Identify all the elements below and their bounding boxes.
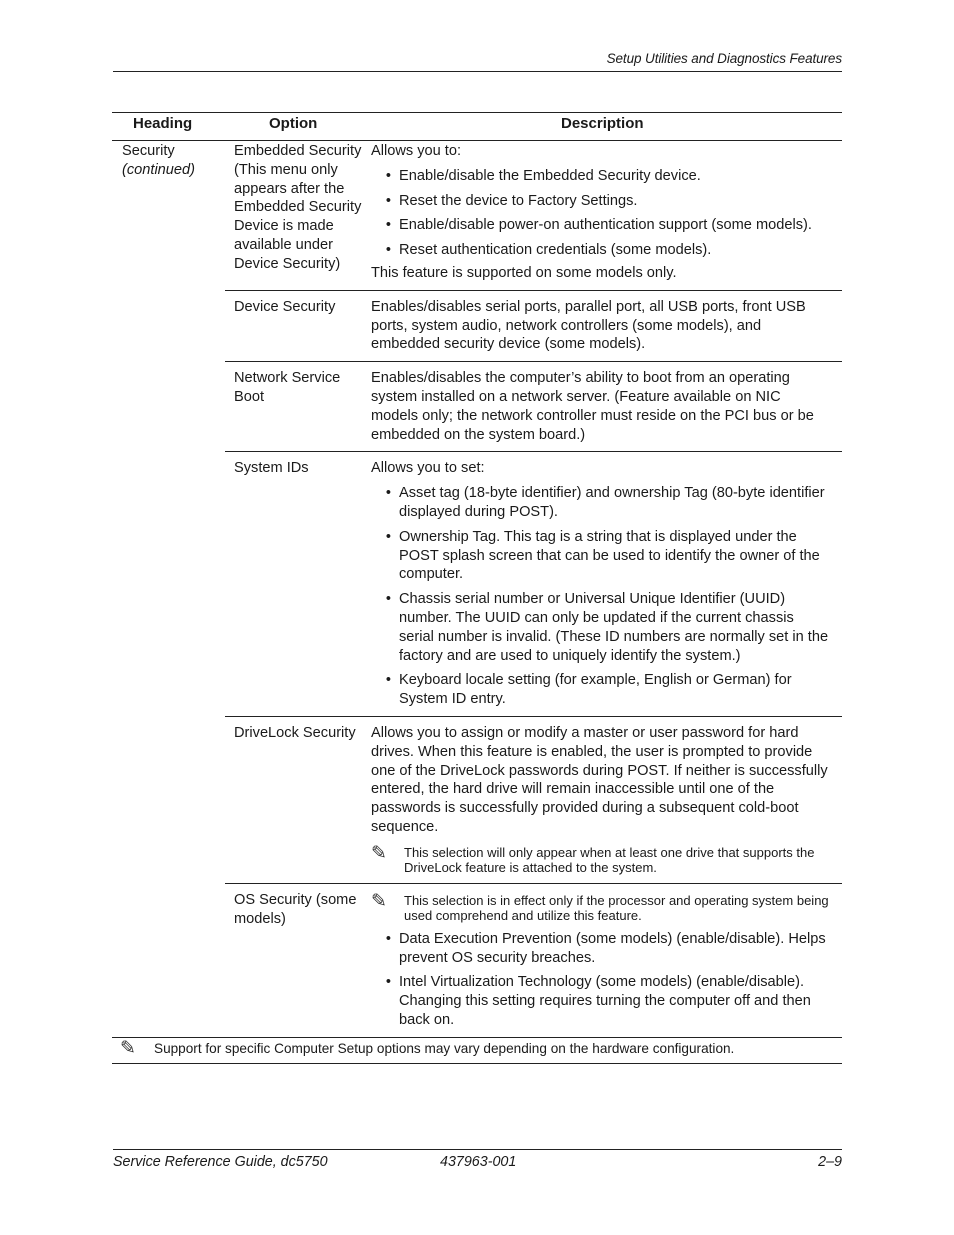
list-item: • Keyboard locale setting (for example, English or German) for System ID entry.	[371, 671, 829, 709]
bullet-icon: •	[385, 217, 391, 234]
column-header-option: Option	[269, 115, 318, 132]
note-pencil-icon: ✎	[120, 1037, 136, 1059]
option-cell: Network Service Boot	[234, 370, 341, 405]
description-text: Allows you to assign or modify a master or user password for hard drives. When this feature is enabled, the user is prompted to provide one of the DriveLock passwords during POST. If neither is successfully entered, the hard drive will remain inaccessible until one of the passwords is successfully provided during a subsequent cold-boot sequence.	[371, 724, 828, 835]
bullet-list	[371, 167, 829, 260]
option-cell: DriveLock Security	[234, 724, 356, 741]
table-row	[225, 883, 842, 1037]
table-row	[225, 451, 842, 716]
list-item: • Reset authentication credentials (some models).	[371, 241, 829, 260]
table-header-row	[112, 113, 842, 141]
bullet-icon: •	[385, 167, 391, 184]
description-cell	[371, 369, 829, 444]
list-item: • Ownership Tag. This tag is a string that is displayed under the POST splash screen that can be used to identify the owner of the computer.	[371, 528, 829, 584]
option-cell: OS Security (some models)	[234, 891, 357, 927]
bullet-icon: •	[385, 485, 391, 502]
list-item: • Chassis serial number or Universal Unique Identifier (UUID) number. The UUID can only be updated if the current chassis serial number is invalid. (These ID numbers are normally set in the factory and are used to uniquely identify the system.)	[371, 590, 829, 665]
description-text: Enables/disables serial ports, parallel port, all USB ports, front USB ports, system audio, network controllers (some models), and embedded security device (some models).	[371, 298, 806, 353]
table-row	[225, 290, 842, 361]
note-text: This selection is in effect only if the processor and operating system being used comprehend and utilize this feature.	[404, 892, 829, 924]
list-item: • Data Execution Prevention (some models) (enable/disable). Helps prevent OS security breaches.	[371, 930, 829, 968]
list-item: • Asset tag (18-byte identifier) and ownership Tag (80-byte identifier displayed during POST).	[371, 484, 829, 522]
option-rows	[225, 141, 842, 1037]
footnote-text: Support for specific Computer Setup options may vary depending on the hardware configuration.	[154, 1040, 735, 1056]
description-cell	[371, 142, 829, 283]
list-item: • Reset the device to Factory Settings.	[371, 192, 829, 211]
bullet-list	[371, 930, 829, 1030]
table-row	[225, 361, 842, 451]
option-cell: Embedded Security (This menu only appears after the Embedded Security Device is made available under Device Security)	[234, 143, 362, 272]
footer-rule	[113, 1149, 842, 1150]
bullet-list	[371, 484, 829, 709]
table-footnote	[112, 1037, 842, 1063]
list-item: • Intel Virtualization Technology (some models) (enable/disable). Changing this setting requires turning the computer off and then back on.	[371, 973, 829, 1029]
table-body	[112, 141, 842, 1037]
bullet-icon: •	[385, 528, 391, 545]
description-intro: Allows you to set:	[371, 460, 485, 477]
note-box	[371, 842, 829, 876]
list-item: • Enable/disable power-on authentication support (some models).	[371, 216, 829, 235]
bullet-icon: •	[385, 930, 391, 947]
option-cell: Device Security	[234, 298, 336, 315]
description-text: Enables/disables the computer’s ability to boot from an operating system installed on a network server. (Feature available on NIC models only; the network controller must reside on the PCI bus or be embedded on the system board.)	[371, 370, 814, 443]
bullet-icon: •	[385, 242, 391, 259]
running-header: Setup Utilities and Diagnostics Features	[606, 51, 842, 66]
description-cell	[371, 724, 829, 876]
note-pencil-icon: ✎	[371, 842, 387, 864]
footer-part-number: 437963-001	[440, 1154, 517, 1170]
note-text: This selection will only appear when at least one drive that supports the DriveLock feature is attached to the system.	[404, 844, 815, 876]
option-cell: System IDs	[234, 460, 309, 477]
footer-page-number: 2–9	[818, 1154, 842, 1170]
note-pencil-icon: ✎	[371, 890, 387, 912]
note-box	[371, 890, 829, 924]
footer-guide-title: Service Reference Guide, dc5750	[113, 1154, 328, 1170]
heading-continued: (continued)	[122, 161, 196, 178]
heading-label: Security	[122, 143, 175, 159]
column-header-description: Description	[561, 115, 644, 132]
column-header-heading: Heading	[133, 115, 193, 132]
description-outro: This feature is supported on some models only.	[371, 264, 677, 281]
settings-table	[112, 112, 842, 1064]
table-row	[225, 716, 842, 883]
description-cell	[371, 298, 829, 354]
description-intro: Allows you to:	[371, 143, 462, 159]
table-row	[225, 141, 842, 290]
description-cell	[371, 459, 829, 709]
bullet-icon: •	[385, 192, 391, 209]
bullet-icon: •	[385, 974, 391, 991]
list-item: • Enable/disable the Embedded Security device.	[371, 167, 829, 186]
header-rule	[113, 71, 842, 72]
bullet-icon: •	[385, 591, 391, 608]
description-cell	[371, 891, 829, 1030]
bullet-icon: •	[385, 672, 391, 689]
heading-cell	[122, 142, 232, 180]
